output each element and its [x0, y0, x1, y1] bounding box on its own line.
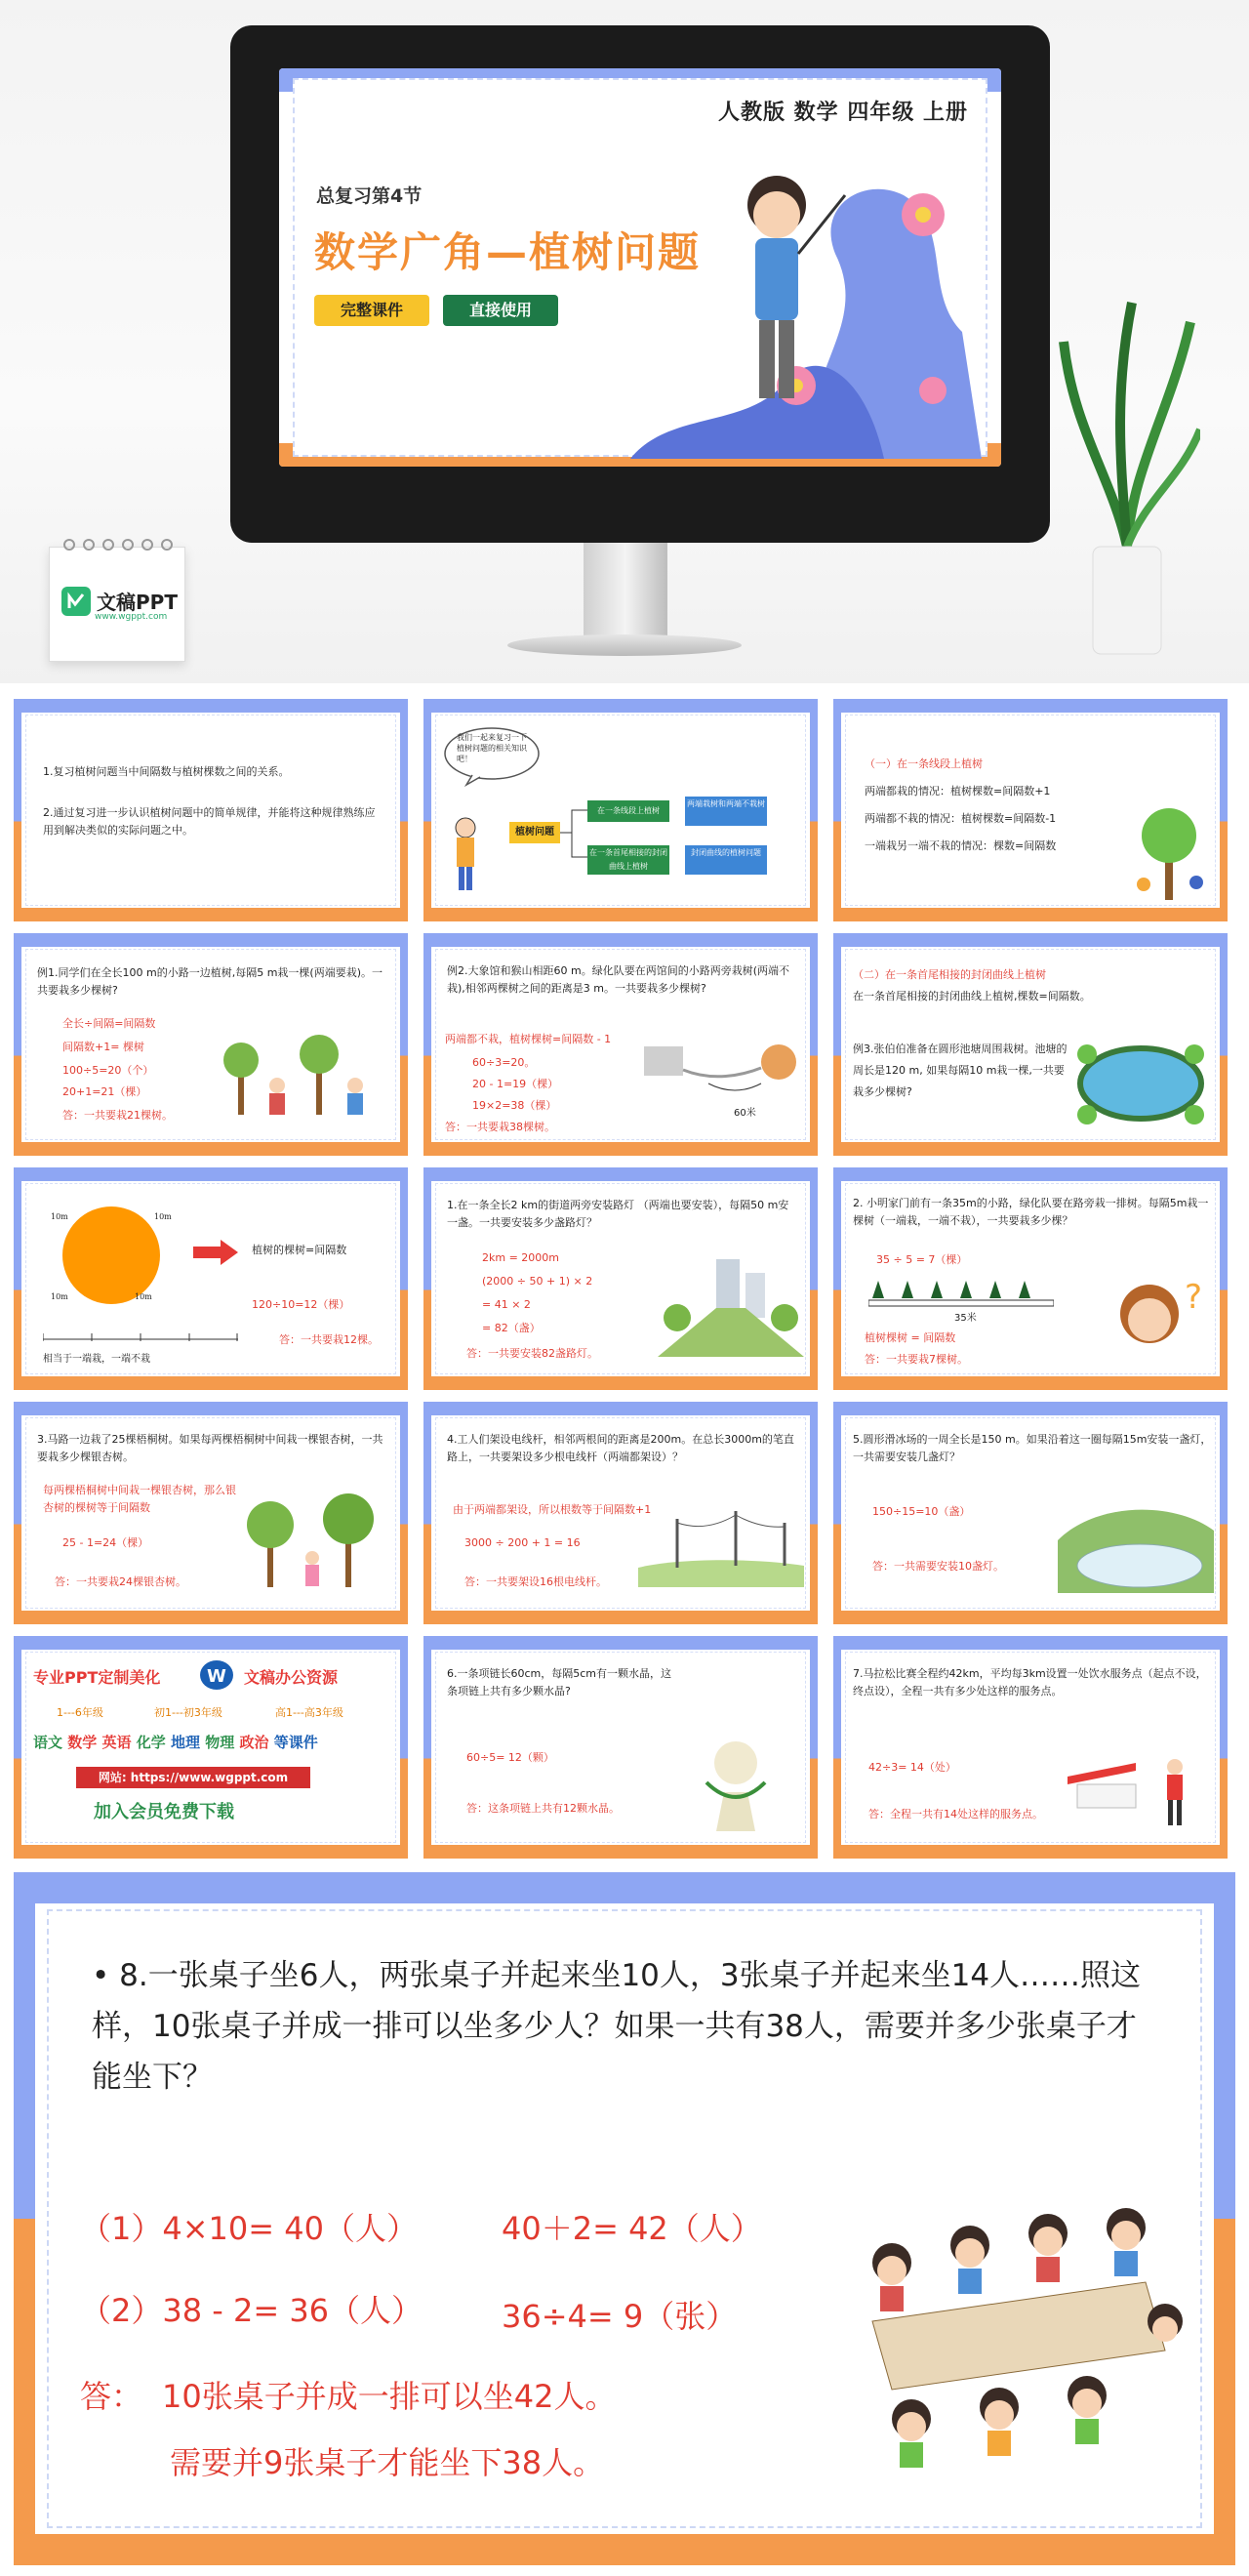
- circle-label-br: 10m: [135, 1292, 152, 1301]
- exercise-8-answer-label: 答：: [80, 2378, 143, 2415]
- mindmap-root: 植树问题: [509, 822, 560, 843]
- section-label: 总复习第4节: [316, 185, 423, 207]
- brand-logo-text: 文稿PPT: [97, 591, 178, 614]
- exercise-7-calc: 42÷3= 14（处）: [868, 1761, 956, 1774]
- example-2-question: 例2.大象馆和猴山相距60 m。绿化队要在两馆间的小路两旁栽树(两端不栽),相邻两棵树之间的距离是3 m。一共要栽多少棵树?: [447, 964, 789, 995]
- exercise-1-step-4: = 82（盏）: [482, 1322, 541, 1334]
- example-2-rule: 两端都不栽，植树棵树=间隔数 - 1: [445, 1033, 612, 1045]
- example-2-step-1: 60÷3=20。: [472, 1056, 536, 1069]
- ad-grade-2: 初1---初3年级: [154, 1706, 222, 1719]
- exercise-5-calc: 150÷15=10（盏）: [872, 1505, 971, 1518]
- rules-heading: （一）在一条线段上植树: [865, 757, 983, 770]
- exercise-2-rule: 植树棵树 = 间隔数: [865, 1331, 956, 1344]
- tag-direct: 直接使用: [443, 295, 558, 326]
- bubble-text: 我们一起来复习一下植树问题的相关知识吧！: [457, 733, 527, 763]
- slide-line-rules: [833, 699, 1228, 921]
- exercise-1-step-1: 2km = 2000m: [482, 1251, 560, 1264]
- slide-exercise-8: [14, 1872, 1235, 2565]
- example-1-rule-1: 全长÷间隔=间隔数: [62, 1017, 156, 1030]
- ad-grade-3: 高1---高3年级: [275, 1706, 343, 1719]
- brand-calendar: [49, 547, 185, 662]
- power-poles-illustration: [638, 1499, 804, 1587]
- exercise-5-question: 5.圆形滑冰场的一周全长是150 m。如果沿着这一圈每隔15m安装一盏灯，一共需要安装几盏灯？: [853, 1433, 1212, 1463]
- circle-label-tl: 10m: [51, 1212, 68, 1221]
- exercise-2-question: 2. 小明家门前有一条35m的小路，绿化队要在路旁栽一排树。每隔5m栽一棵树（一端栽，一端不栽），一共要栽多少棵？: [853, 1197, 1209, 1227]
- circle-rule: 植树的棵树=间隔数: [252, 1244, 347, 1256]
- example-2-step-3: 19×2=38（棵）: [472, 1099, 557, 1112]
- ad-website-link[interactable]: 网站: https://www.wgppt.com: [76, 1767, 310, 1788]
- slide-example-2: [423, 933, 818, 1156]
- exercise-3-rule: 每两棵梧桐树中间栽一棵银杏树，那么银杏树的棵树等于间隔数: [43, 1484, 236, 1514]
- exercise-4-calc: 3000 ÷ 200 + 1 = 16: [464, 1536, 581, 1549]
- svg-text:W: W: [207, 1666, 226, 1687]
- exercise-4-answer: 答：一共要架设16根电线杆。: [464, 1575, 607, 1588]
- slide-closed-curve: [833, 933, 1228, 1156]
- exercise-3-calc: 25 - 1=24（棵）: [62, 1536, 149, 1549]
- slide-exercise-3: [14, 1402, 408, 1624]
- mindmap-branch-2: 在一条首尾相接的封闭曲线上植树: [587, 845, 669, 875]
- example-1-step-1: 100÷5=20（个）: [62, 1064, 154, 1077]
- circle-label-tr: 10m: [154, 1212, 172, 1221]
- slide-circle-diagram: [14, 1167, 408, 1390]
- tree-kids-illustration: [1126, 806, 1214, 900]
- exercise-8-step-3: （2）38 - 2= 36（人）: [80, 2292, 423, 2329]
- mindmap-leaf-2: 封闭曲线的植树问题: [685, 845, 767, 875]
- ad-brand: 文稿办公资源: [244, 1668, 339, 1687]
- publisher-label: 人教版 数学 四年级 上册: [718, 101, 968, 125]
- ad-grade-1: 1---6年级: [57, 1706, 103, 1719]
- exercise-7-question: 7.马拉松比赛全程约42km，平均每3km设置一处饮水服务点（起点不设，终点设），全程一共有多少处这样的服务点。: [853, 1667, 1207, 1697]
- ad-headline: 专业PPT定制美化: [33, 1668, 161, 1687]
- marathon-illustration: [1068, 1738, 1214, 1831]
- slide-exercise-1: [423, 1167, 818, 1390]
- exercise-8-question: • 8.一张桌子坐6人，两张桌子并起来坐10人，3张桌子并起来坐14人……照这样，10张桌子并成一排可以坐多少人？如果一共有38人，需要并多少张桌子才能坐下？: [92, 1958, 1142, 2095]
- child-illustration: [451, 816, 480, 894]
- exercise-2-dimension: 35米: [954, 1313, 977, 1324]
- girl-thinking-illustration: [1107, 1265, 1208, 1367]
- exercise-7-answer: 答：全程一共有14处这样的服务点。: [868, 1808, 1043, 1820]
- monitor-base: [507, 634, 742, 656]
- example-1-answer: 答：一共要栽21棵树。: [62, 1109, 173, 1122]
- circle-label-bl: 10m: [51, 1292, 68, 1301]
- rule-no-ends: 两端都不栽的情况：植树棵数=间隔数-1: [865, 812, 1057, 825]
- exercise-3-question: 3.马路一边栽了25棵梧桐树。如果每两棵梧桐树中间栽一棵银杏树，一共要栽多少棵银杏树。: [37, 1433, 383, 1463]
- slide-example-1: [14, 933, 408, 1156]
- brand-logo-icon: [199, 1659, 234, 1691]
- exercise-8-answer-1: 10张桌子并成一排可以坐42人。: [162, 2378, 617, 2415]
- example-1-step-2: 20+1=21（棵）: [62, 1085, 147, 1098]
- exercise-6-question: 6.一条项链长60cm，每隔5cm有一颗水晶，这条项链上共有多少颗水晶?: [447, 1667, 672, 1697]
- exercise-1-step-3: = 41 × 2: [482, 1298, 531, 1311]
- roadside-trees-illustration: [244, 1486, 390, 1593]
- hero-section: [0, 0, 1249, 683]
- children-at-tables-illustration: [833, 2185, 1185, 2477]
- teacher-illustration: [630, 137, 982, 459]
- rule-one-end: 一端栽另一端不栽的情况：棵数=间隔数: [865, 839, 1057, 852]
- exercise-8-step-2: 40＋2= 42（人）: [502, 2210, 762, 2247]
- slide-objectives: [14, 699, 408, 921]
- ice-rink-illustration: [1058, 1492, 1214, 1593]
- street-illustration: [658, 1249, 804, 1357]
- example-1-rule-2: 间隔数+1= 棵树: [62, 1041, 144, 1053]
- exercise-6-answer: 答：这条项链上共有12颗水晶。: [466, 1802, 620, 1815]
- mindmap-branch-1: 在一条线段上植树: [587, 800, 669, 822]
- exercise-1-answer: 答：一共要安装82盏路灯。: [466, 1347, 598, 1360]
- exercise-4-question: 4.工人们架设电线杆，相邻两根间的距离是200m。在总长3000m的笔直路上，一共要架设多少根电线杆（两端都架设）？: [447, 1433, 794, 1463]
- svg-text:?: ?: [1185, 1278, 1203, 1317]
- exercise-8-answer-2: 需要并9张桌子才能坐下38人。: [170, 2444, 605, 2481]
- exercise-5-answer: 答：一共需要安装10盏灯。: [872, 1560, 1004, 1573]
- rule-both-ends: 两端都栽的情况：植树棵数=间隔数+1: [865, 785, 1051, 797]
- slide-exercise-4: [423, 1402, 818, 1624]
- example-3-question: 例3.张伯伯准备在圆形池塘周围栽树。池塘的周长是120 m, 如果每隔10 m栽一棵,一共要栽多少棵树?: [853, 1043, 1068, 1098]
- exercise-6-calc: 60÷5= 12（颗）: [466, 1751, 554, 1764]
- closed-curve-heading: （二）在一条首尾相接的封闭曲线上植树: [853, 968, 1046, 981]
- exercise-8-step-1: （1）4×10= 40（人）: [80, 2210, 418, 2247]
- slide-exercise-7: [833, 1636, 1228, 1859]
- slide-exercise-6: [423, 1636, 818, 1859]
- circle-calc: 120÷10=12（棵）: [252, 1298, 350, 1311]
- exercise-3-answer: 答：一共要栽24棵银杏树。: [55, 1575, 186, 1588]
- potted-plant: [1054, 283, 1200, 674]
- exercise-2-calc: 35 ÷ 5 = 7（棵）: [876, 1253, 968, 1266]
- zoo-path-illustration: [644, 1037, 800, 1115]
- title-slide: [279, 68, 1001, 467]
- example-2-dimension: 60米: [734, 1108, 756, 1119]
- exercise-1-question: 1.在一条全长2 km的街道两旁安装路灯 （两端也要安装），每隔50 m安一盏。一共要安装多少盏路灯？: [447, 1199, 789, 1229]
- circle-answer: 答：一共要栽12棵。: [279, 1333, 379, 1346]
- slide-mindmap: [423, 699, 818, 921]
- exercise-4-rule: 由于两端都架设，所以根数等于间隔数+1: [453, 1503, 652, 1516]
- slide-ad: [14, 1636, 408, 1859]
- slide-exercise-2: [833, 1167, 1228, 1390]
- example-1-question: 例1.同学们在全长100 m的小路一边植树,每隔5 m栽一棵(两端要栽)。一共要栽多少棵树?: [37, 966, 383, 997]
- brand-logo-url: www.wgppt.com: [95, 612, 168, 622]
- straightened-line: [43, 1329, 238, 1343]
- exercise-2-answer: 答：一共要栽7棵树。: [865, 1353, 968, 1366]
- example-2-answer: 答：一共要栽38棵树。: [445, 1121, 555, 1133]
- ad-join-link[interactable]: 加入会员免费下载: [94, 1802, 234, 1822]
- necklace-illustration: [687, 1724, 785, 1833]
- exercise-8-step-4: 36÷4= 9（张）: [502, 2298, 738, 2335]
- ad-subjects: 语文 数学 英语 化学 地理 物理 政治 等课件: [33, 1734, 318, 1751]
- slide-title: 数学广角—植树问题: [314, 228, 702, 276]
- circle-diagram: [53, 1197, 170, 1314]
- example-2-step-2: 20 - 1=19（棵）: [472, 1078, 559, 1090]
- arrow-right-icon: [193, 1240, 238, 1265]
- slide-exercise-5: [833, 1402, 1228, 1624]
- mindmap-leaf-1: 两端栽树和两端不栽树: [685, 797, 767, 826]
- monitor-stand: [584, 543, 667, 640]
- tag-complete: 完整课件: [314, 295, 429, 326]
- exercise-1-step-2: (2000 ÷ 50 + 1) × 2: [482, 1275, 593, 1288]
- objective-1: 1.复习植树问题当中间隔数与植树棵数之间的关系。: [43, 765, 290, 778]
- pond-illustration: [1068, 1031, 1214, 1128]
- trees-row: [868, 1277, 1054, 1308]
- planting-illustration: [219, 1031, 384, 1119]
- brand-logo-icon: [61, 587, 91, 616]
- circle-note: 相当于一端栽，一端不栽: [43, 1354, 150, 1365]
- closed-curve-rule: 在一条首尾相接的封闭曲线上植树,棵数=间隔数。: [853, 990, 1091, 1002]
- objective-2: 2.通过复习进一步认识植树问题中的简单规律，并能将这种规律熟练应用到解决类似的实际问题之中。: [43, 806, 376, 837]
